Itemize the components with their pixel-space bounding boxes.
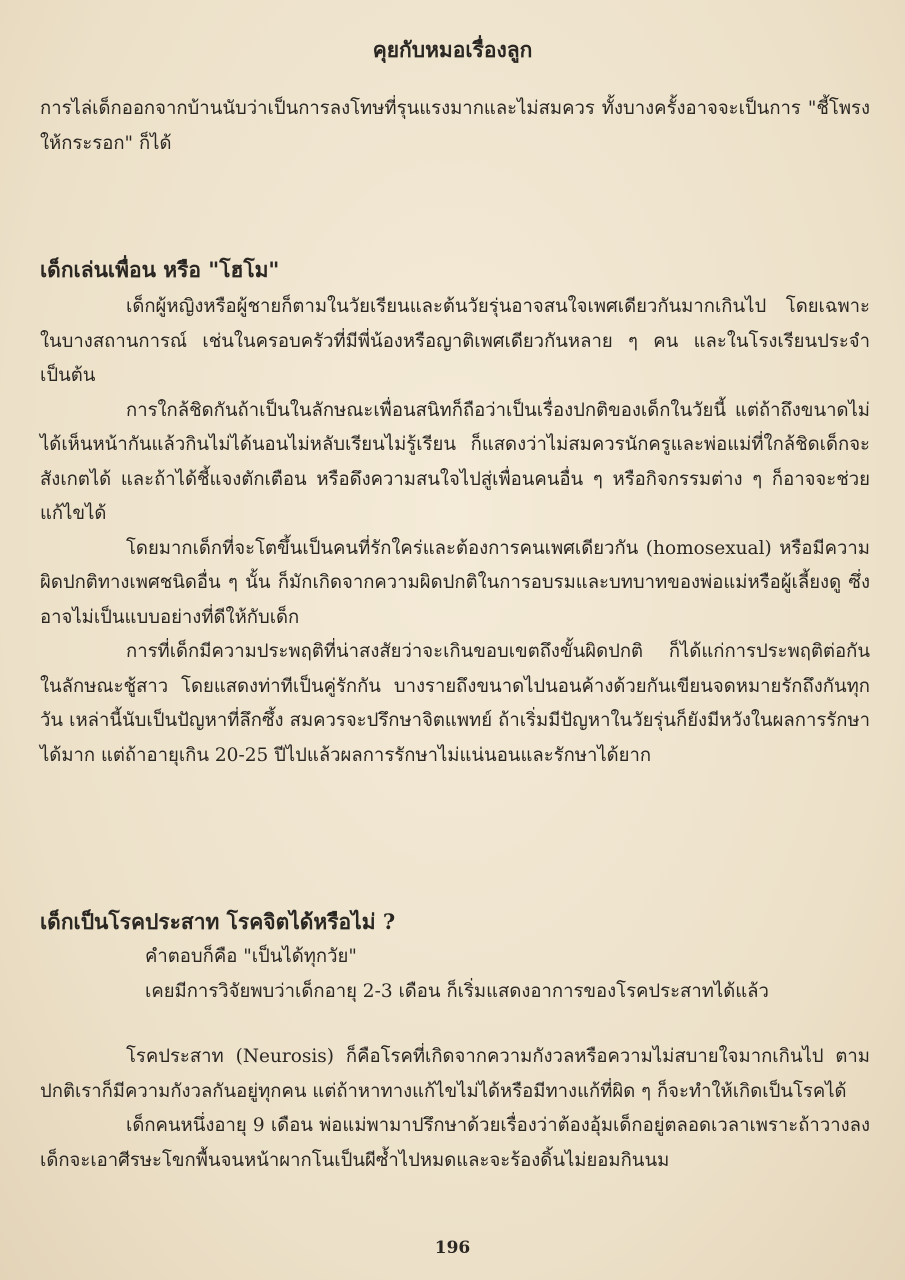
page-number: 196 — [434, 1238, 471, 1258]
section1-paragraph-3: โดยมากเด็กที่จะโตขึ้นเป็นคนที่รักใคร่และต้องการคนเพศเดียวกัน (homosexual) หรือมีความผิดปกติทางเพศชนิดอื่น ๆ นั้น ก็มักเกิดจากความผิดปกติในการอบรมและบทบาทของพ่อแม่หรือผู้เลี้ยงดู ซึ่งอาจไม่เป็นแบบอย่างที่ดีให้กับเด็ก — [40, 537, 870, 628]
section1-paragraph-2: การใกล้ชิดกันถ้าเป็นในลักษณะเพื่อนสนิทก็ถือว่าเป็นเรื่องปกติของเด็กในวัยนี้ แต่ถ้าถึงขนาดไม่ได้เห็นหน้ากันแล้วกินไม่ได้นอนไม่หลับเรียนไม่รู้เรียน ก็แสดงว่าไม่สมควรนักครูและพ่อแม่ที่ใกล้ชิดเด็กจะสังเกตได้ และถ้าได้ชี้แจงตักเตือน หรือดึงความสนใจไปสู่เพื่อนคนอื่น ๆ หรือกิจกรรมต่าง ๆ ก็อาจจะช่วยแก้ไขได้ — [40, 399, 870, 524]
section2-body — [40, 1040, 870, 1178]
answer-line: คำตอบก็คือ "เป็นได้ทุกวัย" — [145, 946, 357, 967]
intro-block — [40, 92, 870, 161]
page-header: คุยกับหมอเรื่องลูก — [372, 37, 533, 62]
section1-paragraph-4: การที่เด็กมีความประพฤติที่น่าสงสัยว่าจะเกินขอบเขตถึงขั้นผิดปกติ ก็ได้แก่การประพฤติต่อกันในลักษณะชู้สาว โดยแสดงท่าทีเป็นคู่รักกัน บางรายถึงขนาดไปนอนค้างด้วยกันเขียนจดหมายรักถึงกันทุกวัน เหล่านี้นับเป็นปัญหาที่ลึกซึ้ง สมควรจะปรึกษาจิตแพทย์ ถ้าเริ่มมีปัญหาในวัยรุ่นก็ยังมีหวังในผลการรักษาได้มาก แต่ถ้าอายุเกิน 20-25 ปีไปแล้วผลการรักษาไม่แน่นอนและรักษาได้ยาก — [40, 641, 870, 766]
intro-paragraph: การไล่เด็กออกจากบ้านนับว่าเป็นการลงโทษที่รุนแรงมากและไม่สมควร ทั้งบางครั้งอาจจะเป็นการ "ชี้โพรงให้กระรอก" ก็ได้ — [40, 98, 870, 154]
section1-paragraph-1: เด็กผู้หญิงหรือผู้ชายก็ตามในวัยเรียนและต้นวัยรุ่นอาจสนใจเพศเดียวกันมากเกินไป โดยเฉพาะในบางสถานการณ์ เช่นในครอบครัวที่มีพี่น้องหรือญาติเพศเดียวกันหลาย ๆ คน และในโรงเรียนประจำ เป็นต้น — [40, 296, 870, 386]
section-heading-homo: เด็กเล่นเพื่อน หรือ "โฮโม" — [40, 257, 280, 282]
section-heading-neurosis: เด็กเป็นโรคประสาท โรคจิตได้หรือไม่ ? — [40, 909, 396, 934]
research-line: เคยมีการวิจัยพบว่าเด็กอายุ 2-3 เดือน ก็เริ่มแสดงอาการของโรคประสาทได้แล้ว — [145, 981, 769, 1002]
section2-paragraph-1: โรคประสาท (Neurosis) ก็คือโรคที่เกิดจากความกังวลหรือความไม่สบายใจมากเกินไป ตามปกติเราก็มีความกังวลกันอยู่ทุกคน แต่ถ้าหาทางแก้ไขไม่ได้หรือมีทางแก้ที่ผิด ๆ ก็จะทำให้เกิดเป็นโรคได้ — [40, 1046, 870, 1102]
section2-paragraph-2: เด็กคนหนึ่งอายุ 9 เดือน พ่อแม่พามาปรึกษาด้วยเรื่องว่าต้องอุ้มเด็กอยู่ตลอดเวลาเพราะถ้าวางลงเด็กจะเอาศีรษะโขกพื้นจนหน้าผากโนเป็นผีซ้ำไปหมดและจะร้องดิ้นไม่ยอมกินนม — [40, 1115, 870, 1171]
section1-body — [40, 290, 870, 773]
